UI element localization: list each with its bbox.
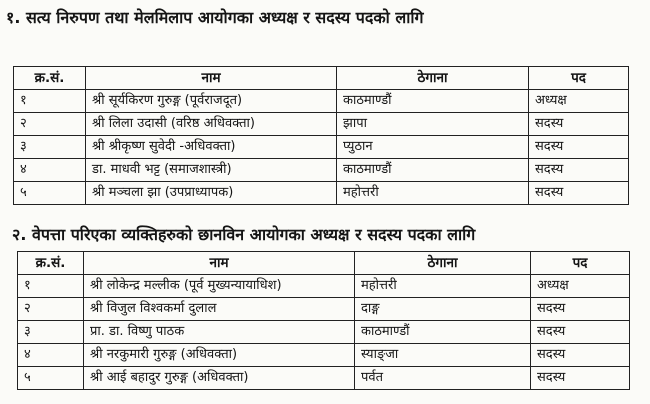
serial-cell: ४ [18,344,84,367]
post-cell: सदस्य [531,367,630,390]
address-cell: काठमाण्डौं [355,321,531,344]
serial-cell: ३ [14,136,86,159]
table-row [18,275,630,298]
post-cell: सदस्य [531,344,630,367]
address-cell: काठमाण्डौं [337,90,529,113]
address-cell: स्याङ्जा [355,344,531,367]
serial-cell: ५ [18,367,84,390]
post-cell: अध्यक्ष [531,275,630,298]
serial-header: क्र.सं. [14,67,86,90]
table-header-row [14,67,629,90]
address-cell: झापा [337,113,529,136]
table-row [18,321,630,344]
address-cell: काठमाण्डौं [337,159,529,182]
section-2-title: २. वेपत्ता परिएका व्यक्तिहरुको छानविन आयोगका अध्यक्ष र सदस्य पदका लागि [12,225,476,244]
name-cell: श्री नरकुमारी गुरुङ्ग (अधिवक्ता) [84,344,355,367]
table-header-row [18,252,630,275]
name-cell: श्री विजुल विश्वकर्मा दुलाल [84,298,355,321]
name-header: नाम [84,252,355,275]
post-cell: सदस्य [529,113,629,136]
address-cell: महोत्तरी [355,275,531,298]
name-cell: श्री मञ्चला झा (उपप्राध्यापक) [86,182,337,205]
post-cell: सदस्य [529,159,629,182]
name-header: नाम [86,67,337,90]
name-cell: श्री सूर्यकिरण गुरुङ्ग (पूर्वराजदूत) [86,90,337,113]
name-cell: डा. माधवी भट्ट (समाजशास्त्री) [86,159,337,182]
name-cell: श्री आई बहादुर गुरुङ्ग (अधिवक्ता) [84,367,355,390]
table-row [14,90,629,113]
post-cell: सदस्य [531,321,630,344]
post-cell: सदस्य [529,182,629,205]
section-1-title: १. सत्य निरुपण तथा मेलमिलाप आयोगका अध्यक्ष र सदस्य पदको लागि [6,8,424,27]
post-cell: अध्यक्ष [529,90,629,113]
table-row [18,298,630,321]
name-cell: श्री लोकेन्द्र मल्लीक (पूर्व मुख्यन्यायाधिश) [84,275,355,298]
address-cell: महोत्तरी [337,182,529,205]
post-header: पद [529,67,629,90]
table-row [14,113,629,136]
serial-cell: १ [14,90,86,113]
commission-1-table [13,66,629,205]
name-cell: श्री श्रीकृष्ण सुवेदी -अधिवक्ता) [86,136,337,159]
post-cell: सदस्य [529,136,629,159]
address-cell: पर्वत [355,367,531,390]
serial-cell: २ [18,298,84,321]
serial-cell: ४ [14,159,86,182]
address-header: ठेगाना [337,67,529,90]
table-row [18,344,630,367]
table-row [18,367,630,390]
table-row [14,182,629,205]
serial-cell: ५ [14,182,86,205]
post-cell: सदस्य [531,298,630,321]
serial-cell: २ [14,113,86,136]
commission-2-table [17,251,630,390]
table-row [14,136,629,159]
name-cell: प्रा. डा. विष्णु पाठक [84,321,355,344]
post-header: पद [531,252,630,275]
address-header: ठेगाना [355,252,531,275]
address-cell: प्युठान [337,136,529,159]
serial-header: क्र.सं. [18,252,84,275]
serial-cell: ३ [18,321,84,344]
serial-cell: १ [18,275,84,298]
table-row [14,159,629,182]
address-cell: दाङ्ग [355,298,531,321]
name-cell: श्री लिला उदासी (वरिष्ठ अधिवक्ता) [86,113,337,136]
